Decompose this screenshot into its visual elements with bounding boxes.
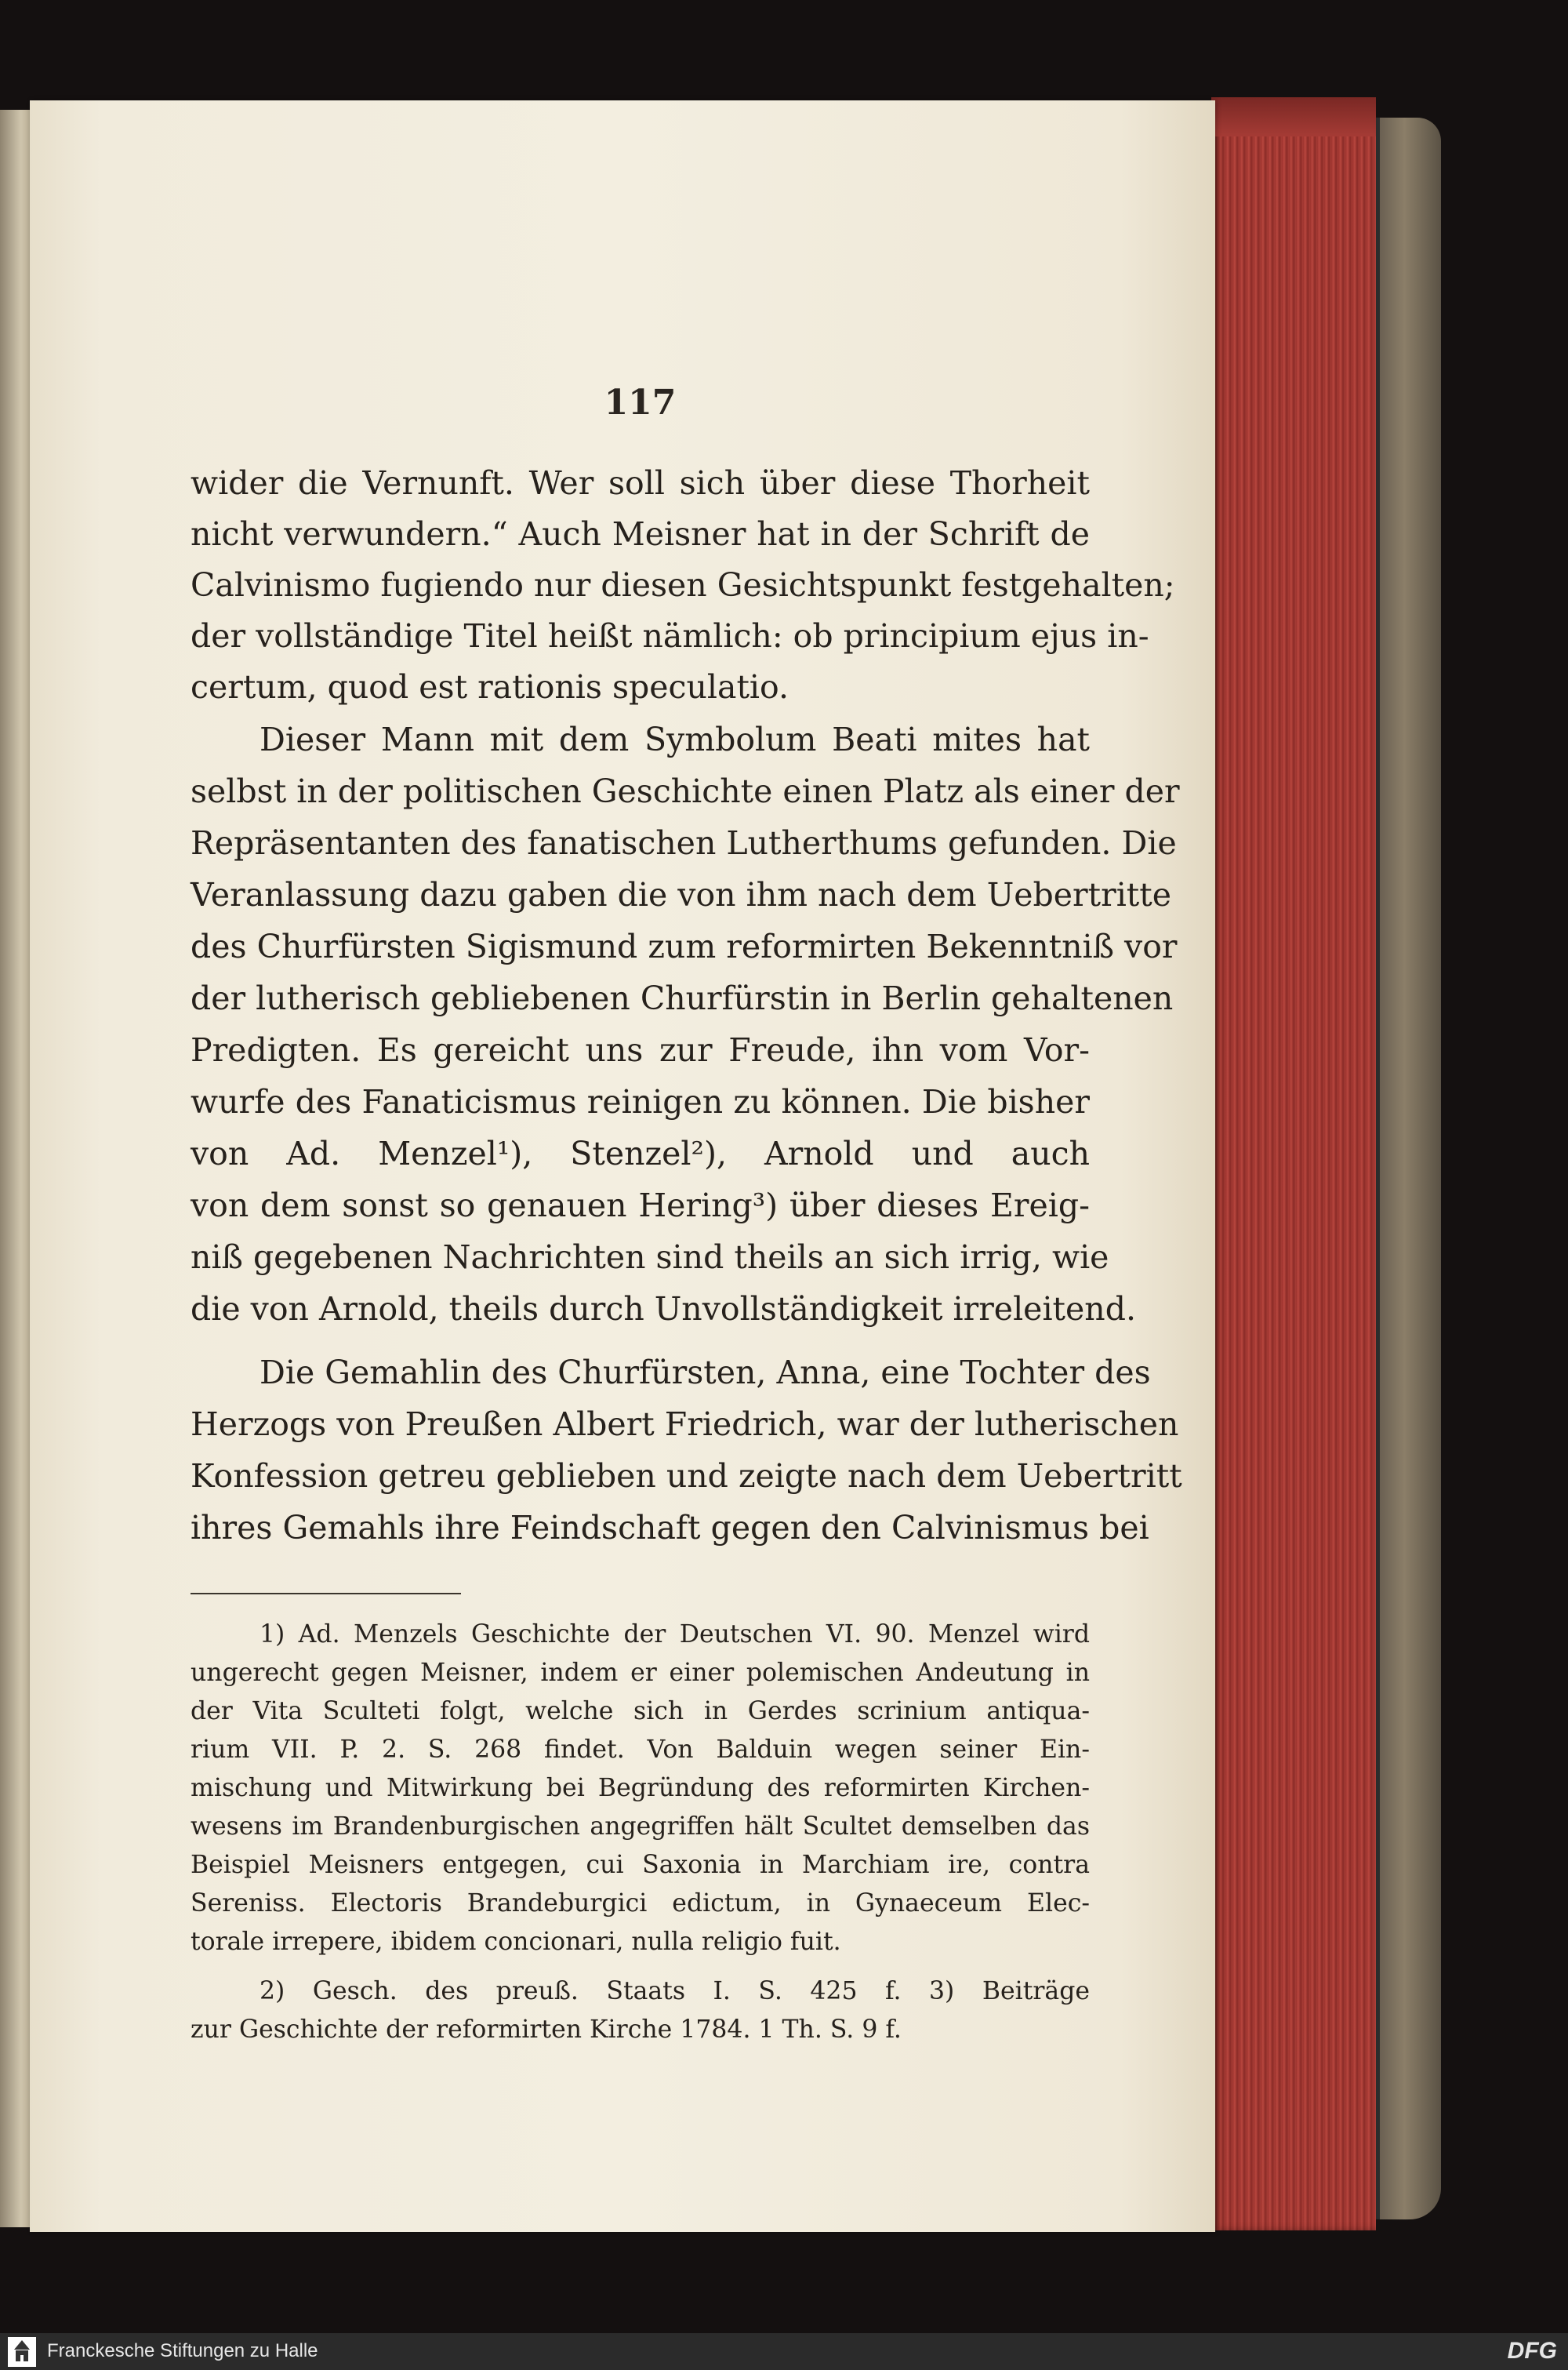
body-line: wider die Vernunft. Wer soll sich über diese Thorheit [191,464,1090,502]
footnote-line: ungerecht gegen Meisner, indem er einer polemischen Andeutung in [191,1659,1090,1687]
body-line: die von Arnold, theils durch Unvollständigkeit irreleitend. [191,1290,1136,1328]
footnote-line: torale irrepere, ibidem concionari, nulla religio fuit. [191,1928,841,1956]
body-line: Predigten. Es gereicht uns zur Freude, ihn vom Vor- [191,1031,1090,1069]
book-cover-edge [1380,118,1441,2219]
body-line: Calvinismo fugiendo nur diesen Gesichtspunkt festgehalten; [191,566,1175,604]
footnote-line: zur Geschichte der reformirten Kirche 1784. 1 Th. S. 9 f. [191,2016,902,2044]
dfg-logo: DFG [1507,2338,1557,2364]
page-block-top [1211,97,1376,136]
body-line: der lutherisch gebliebenen Churfürstin in Berlin gehaltenen [191,980,1174,1017]
body-line: des Churfürsten Sigismund zum reformirten Bekenntniß vor [191,928,1178,965]
body-line: ihres Gemahls ihre Feindschaft gegen den Calvinismus bei [191,1509,1149,1547]
footnote-rule [191,1593,461,1594]
footnote-line: Sereniss. Electoris Brandeburgici edictum, in Gynaeceum Elec- [191,1889,1090,1917]
footnote-line: mischung und Mitwirkung bei Begründung des reformirten Kirchen- [191,1774,1090,1802]
body-line: selbst in der politischen Geschichte einen Platz als einer der [191,772,1180,810]
body-line: der vollständige Titel heißt nämlich: ob principium ejus in- [191,617,1149,655]
page-number: 117 [604,383,677,423]
body-line: von Ad. Menzel¹), Stenzel²), Arnold und auch [191,1135,1090,1172]
body-line: certum, quod est rationis speculatio. [191,668,789,706]
body-line: Die Gemahlin des Churfürsten, Anna, eine Tochter des [260,1354,1151,1391]
page-block-edge [1211,97,1376,2230]
body-line: niß gegebenen Nachrichten sind theils an sich irrig, wie [191,1238,1109,1276]
institution-logo-icon [8,2337,36,2367]
body-line: nicht verwundern.“ Auch Meisner hat in der Schrift de [191,515,1090,553]
body-line: von dem sonst so genauen Hering³) über dieses Ereig- [191,1187,1090,1224]
footnote-line: 1) Ad. Menzels Geschichte der Deutschen VI. 90. Menzel wird [260,1620,1090,1648]
body-line: Herzogs von Preußen Albert Friedrich, war der lutherischen [191,1405,1179,1443]
body-line: Repräsentanten des fanatischen Lutherthums gefunden. Die [191,824,1177,862]
body-line: wurfe des Fanaticismus reinigen zu können. Die bisher [191,1083,1090,1121]
left-page-edge [0,110,30,2227]
institution-name: Franckesche Stiftungen zu Halle [47,2340,318,2361]
footnote-line: wesens im Brandenburgischen angegriffen hält Scultet demselben das [191,1812,1090,1841]
footnote-line: rium VII. P. 2. S. 268 findet. Von Balduin wegen seiner Ein- [191,1736,1090,1764]
footnote-line: 2) Gesch. des preuß. Staats I. S. 425 f. 3) Beiträge [260,1977,1090,2005]
body-line: Konfession getreu geblieben und zeigte nach dem Uebertritt [191,1457,1182,1495]
footnote-line: der Vita Sculteti folgt, welche sich in Gerdes scrinium antiqua- [191,1697,1090,1725]
footnote-line: Beispiel Meisners entgegen, cui Saxonia in Marchiam ire, contra [191,1851,1090,1879]
book-page [30,100,1215,2232]
body-line: Dieser Mann mit dem Symbolum Beati mites hat [260,721,1090,758]
body-line: Veranlassung dazu gaben die von ihm nach dem Uebertritte [191,876,1172,914]
viewer-footer [0,2333,1568,2370]
